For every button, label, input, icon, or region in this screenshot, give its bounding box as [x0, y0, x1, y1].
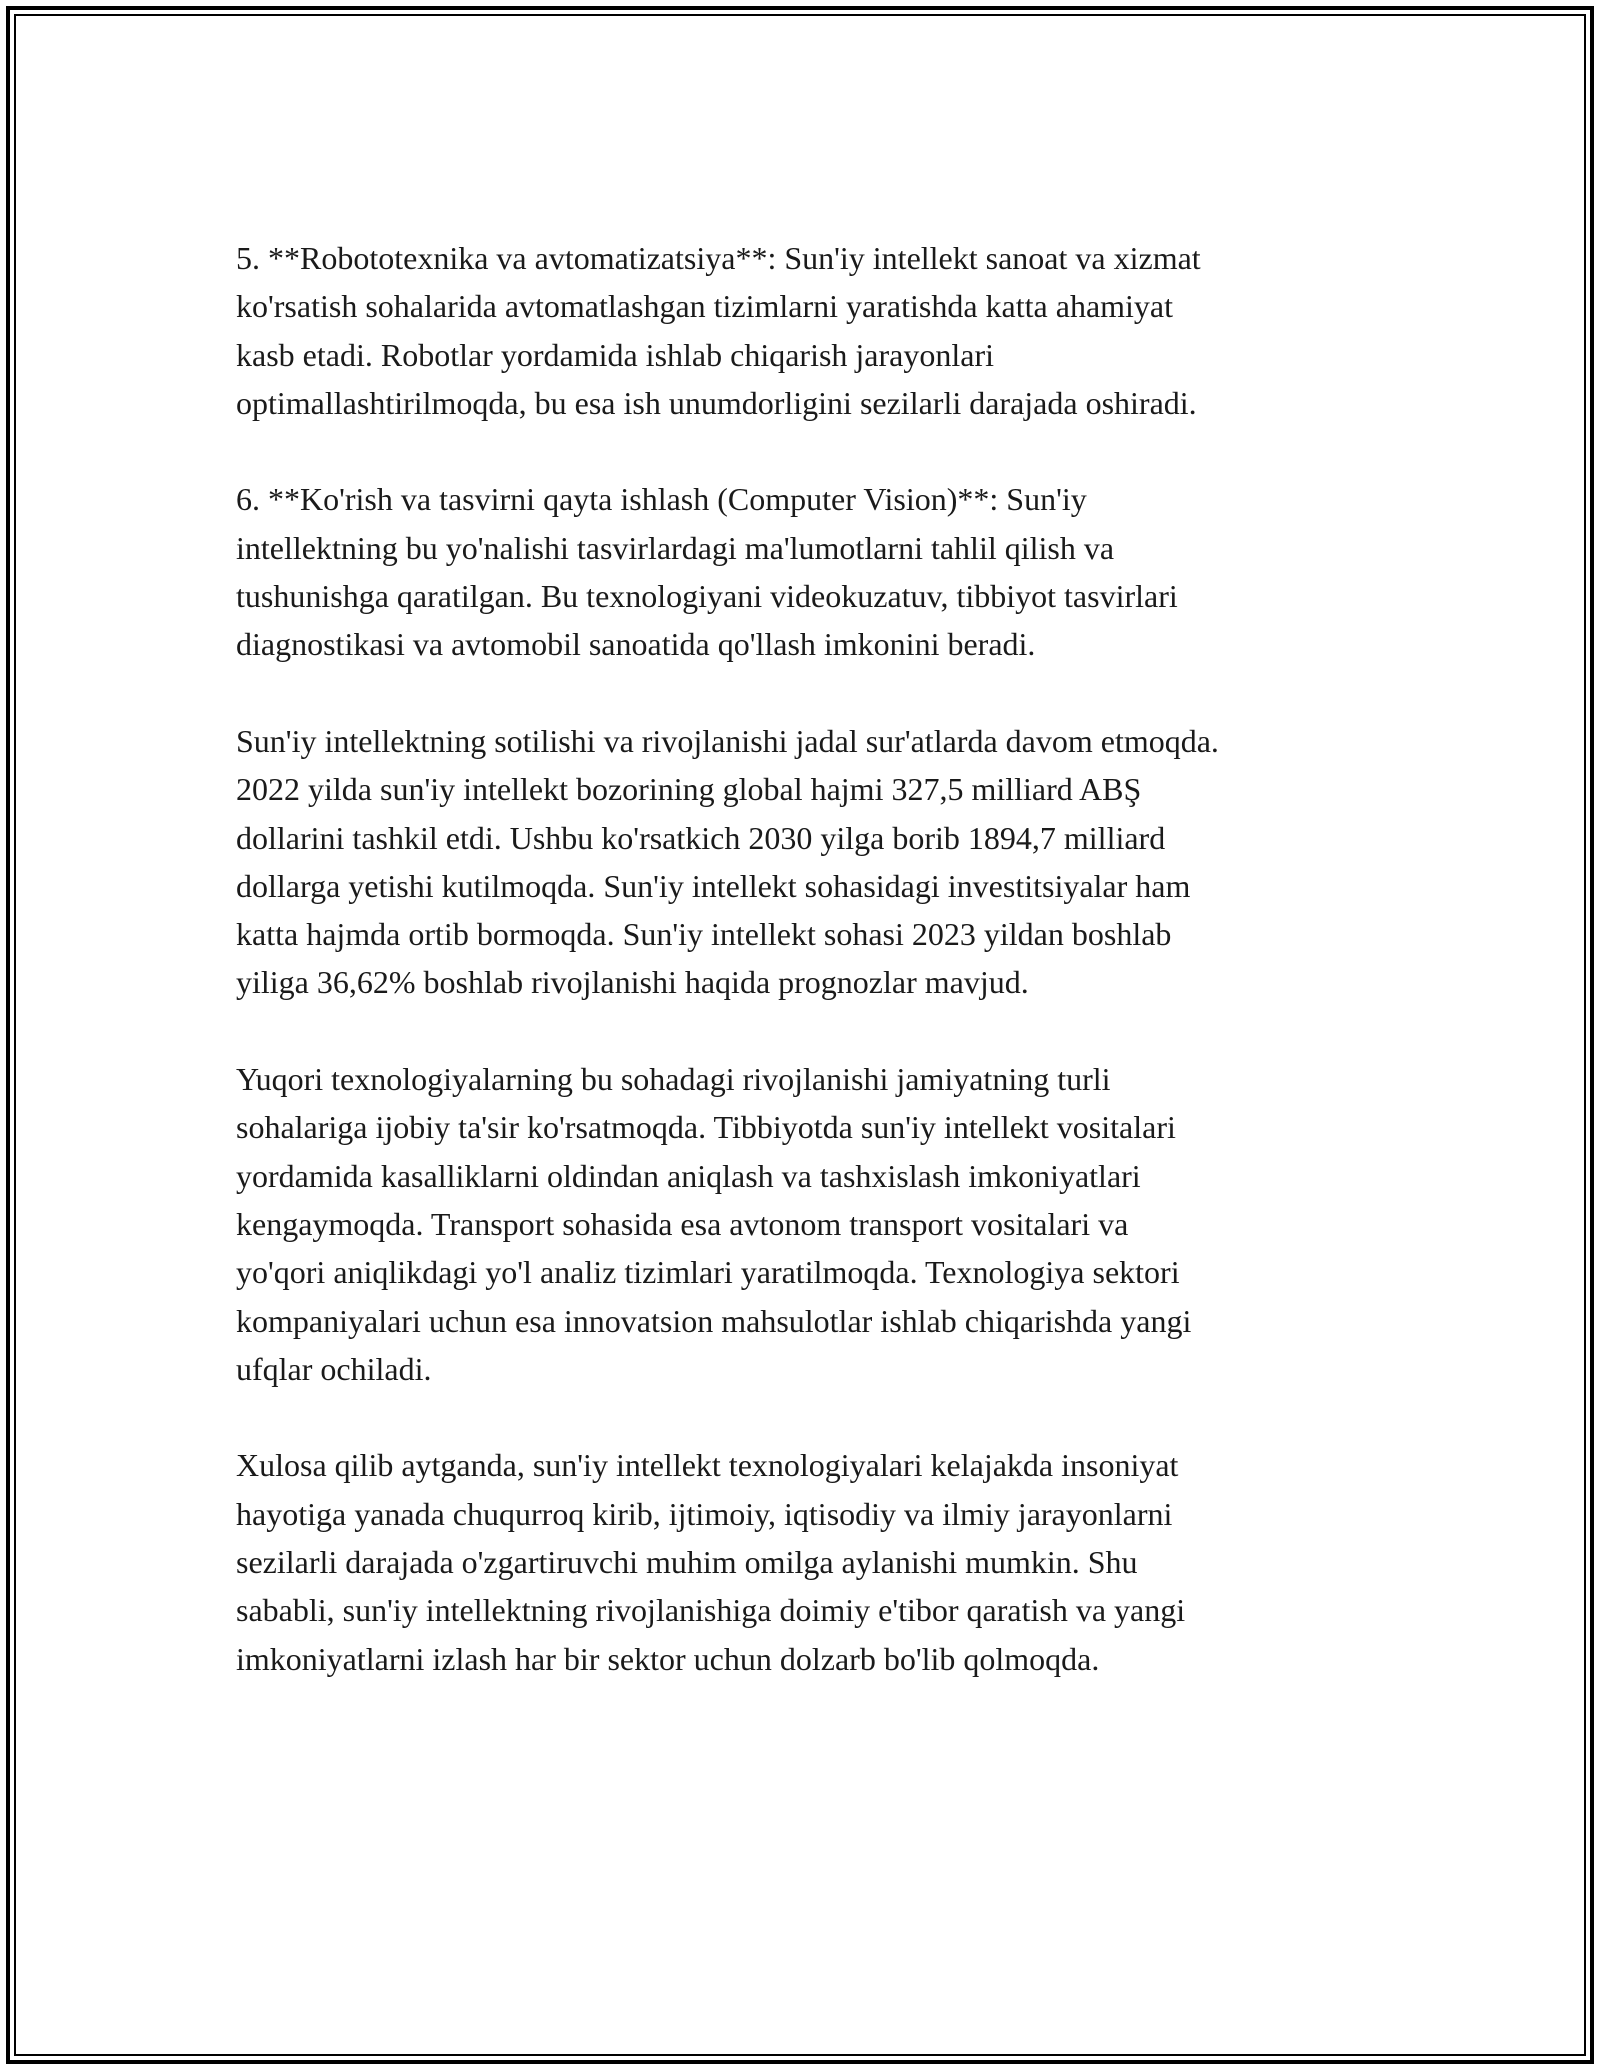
text-line: 2022 yilda sun'iy intellekt bozorining global hajmi 327,5 milliard ABŞ: [236, 771, 1142, 808]
text-line: sababli, sun'iy intellektning rivojlanishiga doimiy e'tibor qaratish va yangi: [236, 1592, 1186, 1629]
text-line: ufqlar ochiladi.: [236, 1350, 432, 1387]
paragraph-robotics: [236, 234, 1366, 427]
text-line: optimallashtirilmoqda, bu esa ish unumdorligini sezilarli darajada oshiradi.: [236, 384, 1197, 421]
text-line: kompaniyalari uchun esa innovatsion mahsulotlar ishlab chiqarishda yangi: [236, 1302, 1192, 1339]
text-line: intellektning bu yo'nalishi tasvirlardagi ma'lumotlarni tahlil qilish va: [236, 529, 1115, 566]
text-line: imkoniyatlarni izlash har bir sektor uchun dolzarb bo'lib qolmoqda.: [236, 1640, 1100, 1677]
text-line: dollarga yetishi kutilmoqda. Sun'iy intellekt sohasidagi investitsiyalar ham: [236, 867, 1191, 904]
text-line: 5. **Robototexnika va avtomatizatsiya**: Sun'iy intellekt sanoat va xizmat: [236, 240, 1201, 276]
paragraph-high-tech-impact: [236, 1055, 1366, 1393]
text-line: dollarini tashkil etdi. Ushbu ko'rsatkich 2030 yilga borib 1894,7 milliard: [236, 819, 1166, 856]
text-line: yordamida kasalliklarni oldindan aniqlash va tashxislash imkoniyatlari: [236, 1157, 1141, 1194]
document-body: [236, 234, 1366, 1731]
text-line: Sun'iy intellektning sotilishi va rivojlanishi jadal sur'atlarda davom etmoqda.: [236, 722, 1219, 759]
text-line: 6. **Ko'rish va tasvirni qayta ishlash (Computer Vision)**: Sun'iy: [236, 481, 1087, 518]
text-line: katta hajmda ortib bormoqda. Sun'iy intellekt sohasi 2023 yildan boshlab: [236, 916, 1172, 953]
text-line: kengaymoqda. Transport sohasida esa avtonom transport vositalari va: [236, 1205, 1129, 1242]
text-line: ko'rsatish sohalarida avtomatlashgan tizimlarni yaratishda katta ahamiyat: [236, 288, 1174, 325]
text-line: yiliga 36,62% boshlab rivojlanishi haqida prognozlar mavjud.: [236, 964, 1029, 1001]
paragraph-market-growth: [236, 717, 1366, 1007]
text-line: yo'qori aniqlikdagi yo'l analiz tizimlari yaratilmoqda. Texnologiya sektori: [236, 1254, 1180, 1291]
paragraph-computer-vision: [236, 475, 1366, 668]
text-line: Xulosa qilib aytganda, sun'iy intellekt texnologiyalari kelajakda insoniyat: [236, 1447, 1179, 1484]
text-line: kasb etadi. Robotlar yordamida ishlab chiqarish jarayonlari: [236, 336, 994, 373]
text-line: hayotiga yanada chuqurroq kirib, ijtimoiy, iqtisodiy va ilmiy jarayonlarni: [236, 1495, 1173, 1532]
text-line: Yuqori texnologiyalarning bu sohadagi rivojlanishi jamiyatning turli: [236, 1061, 1111, 1098]
text-line: diagnostikasi va avtomobil sanoatida qo'llash imkonini beradi.: [236, 626, 1036, 663]
text-line: sezilarli darajada o'zgartiruvchi muhim omilga aylanishi mumkin. Shu: [236, 1544, 1138, 1581]
text-line: sohalariga ijobiy ta'sir ko'rsatmoqda. Tibbiyotda sun'iy intellekt vositalari: [236, 1109, 1176, 1146]
paragraph-conclusion: [236, 1441, 1366, 1682]
text-line: tushunishga qaratilgan. Bu texnologiyani videokuzatuv, tibbiyot tasvirlari: [236, 578, 1178, 615]
